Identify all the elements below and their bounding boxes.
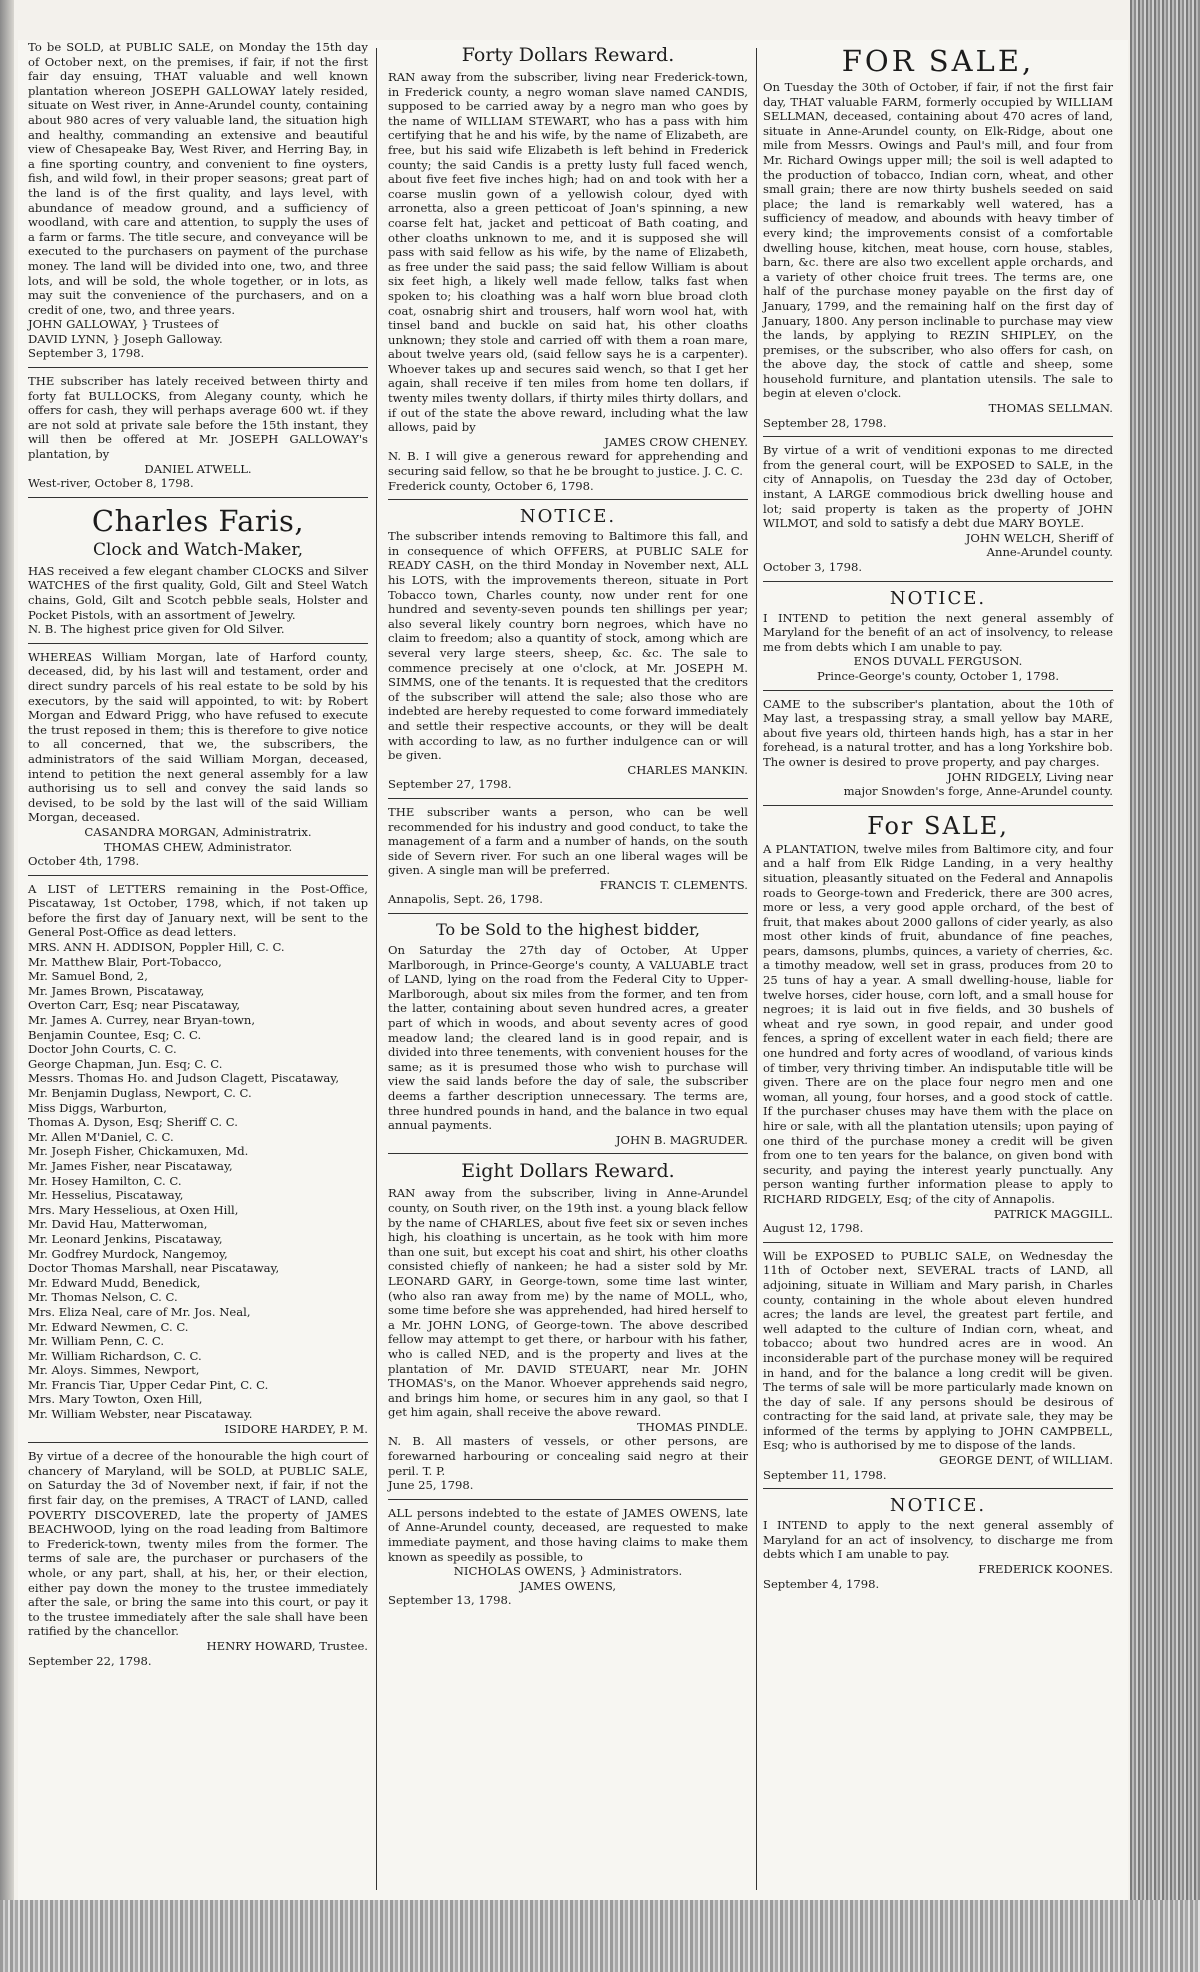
ad-text: The subscriber intends removing to Baltimore this fall, and in consequence of which OFFERS, at PUBLIC SALE for READY CASH, on the third Monday in November next, ALL his LOTS, with the improvements thereon, situate in Port Tobacco town, Charles county, now under rent for one hundred and seventy-seven pounds ten shillings per year; also several likely country born negroes, which have no claim to freedom; also a quantity of stock, among which are several very large steers, sheep, &c. &c. The sale to commence precisely at one o'clock, at Mr. JOSEPH M. SIMMS, one of the tenants. It is requested that the creditors of the subscriber will attend the sale; also those who are indebted are hereby requested to come forward immediately and settle their respective accounts, or they will be dealt with according to law, as no further indulgence can or will be given. bbox=[388, 529, 748, 763]
column-rule bbox=[376, 48, 377, 1890]
ad-eight-dollars bbox=[388, 1160, 748, 1492]
ad-farm-manager bbox=[388, 805, 748, 907]
column-right bbox=[763, 40, 1113, 1910]
ad-date: September 4, 1798. bbox=[763, 1576, 880, 1591]
ad-title: Charles Faris, bbox=[91, 503, 305, 538]
ad-signature: THOMAS SELLMAN. bbox=[988, 401, 1113, 416]
ad-dent-lands bbox=[763, 1249, 1113, 1483]
scan-edge-left bbox=[0, 0, 14, 1972]
letter-entry: Benjamin Countee, Esq; C. C. bbox=[28, 1027, 202, 1042]
letter-entry: Mr. Joseph Fisher, Chickamuxen, Md. bbox=[28, 1144, 249, 1159]
letter-entry: Mr. Leonard Jenkins, Piscataway, bbox=[28, 1231, 223, 1246]
ad-forty-dollars bbox=[388, 44, 748, 493]
divider bbox=[28, 367, 368, 368]
ad-text: I INTEND to petition the next general assembly of Maryland for the benefit of an act of insolvency, to release me from debts which I am unable to pay. bbox=[763, 610, 1113, 654]
letter-entry: Mr. Francis Tiar, Upper Cedar Pint, C. C. bbox=[28, 1377, 269, 1392]
letter-entry: Mrs. Eliza Neal, care of Mr. Jos. Neal, bbox=[28, 1304, 251, 1319]
ad-notice-mankin bbox=[388, 506, 748, 792]
letter-entry: Messrs. Thomas Ho. and Judson Clagett, Piscataway, bbox=[28, 1071, 340, 1086]
ad-date: Annapolis, Sept. 26, 1798. bbox=[388, 892, 543, 907]
letter-entry: Mr. Thomas Nelson, C. C. bbox=[28, 1290, 178, 1305]
ad-signature: ISIDORE HARDEY, P. M. bbox=[224, 1421, 368, 1436]
divider bbox=[28, 875, 368, 876]
ad-text: Will be EXPOSED to PUBLIC SALE, on Wednesday the 11th of October next, SEVERAL tracts of LAND, all adjoining, situate in William and Mary parish, in Charles county, containing in the whole about eleven hundred acres; the lands are level, the greatest part fertile, and well adapted to the culture of Indian corn, wheat, and tobacco; about two hundred acres are in wood. An inconsiderable part of the purchase money will be required in hand, and for the balance a long credit will be given. The terms of sale will be more particularly made known on the day of sale. If any persons should be desirous of contracting for the said land, at private sale, they may be informed of the terms by applying to JOHN CAMPBELL, Esq; who is authorised by me to dispose of the lands. bbox=[763, 1248, 1113, 1453]
letter-entry: Doctor John Courts, C. C. bbox=[28, 1042, 177, 1057]
ad-sheriff-sale bbox=[763, 443, 1113, 574]
letter-entry: Mr. Hosey Hamilton, C. C. bbox=[28, 1173, 182, 1188]
ad-stray-mare bbox=[763, 697, 1113, 799]
divider bbox=[388, 499, 748, 500]
letter-entry: Mr. Edward Mudd, Benedick, bbox=[28, 1275, 201, 1290]
ad-title: Eight Dollars Reward. bbox=[461, 1160, 675, 1183]
ad-text: On Saturday the 27th day of October, At Upper Marlborough, in Prince-George's county, A VALUABLE tract of LAND, lying on the road from the Federal City to Upper-Marlborough, about six miles from the former, and ten from the latter, containing about seven hundred acres, a greater part of which in woods, and about seventy acres of good meadow land; the cleared land is in good repair, and is divided into three tenements, with convenient houses for the same; as it is presumed those who wish to purchase will view the said lands before the day of sale, the subscriber deems a farther description unnecessary. The terms are, three hundred pounds in hand, and the balance in two equal annual payments. bbox=[388, 943, 748, 1133]
ad-plantation-sale bbox=[763, 812, 1113, 1236]
letter-entry: Mr. William Penn, C. C. bbox=[28, 1334, 165, 1349]
ad-text: THE subscriber has lately received between thirty and forty fat BULLOCKS, from Alegany county, which he offers for cash, they will perhaps average 600 wt. if they are not sold at private sale before the 15th instant, they will then be offered at Mr. JOSEPH GALLOWAY's plantation, by bbox=[28, 374, 368, 462]
ad-text: On Tuesday the 30th of October, if fair, if not the first fair day, THAT valuable FARM, formerly occupied by WILLIAM SELLMAN, deceased, containing about 470 acres of land, situate in Anne-Arundel county, on Elk-Ridge, about one mile from Messrs. Owings and Paul's mill, and four from Mr. Richard Owings upper mill; the soil is well adapted to the production of tobacco, Indian corn, wheat, and other small grain; there are now thirty bushels seeded on said place; the land is remarkably well watered, has a sufficiency of meadow, and abounds with heavy timber of every kind; the improvements consist of a comfortable dwelling house, kitchen, meat house, corn house, stables, barn, &c. there are also two excellent apple orchards, and a variety of other choice fruit trees. The terms are, one half of the purchase money payable on the first day of January, 1799, and the remaining half on the first day of January, 1800. Any person inclinable to purchase may view the lands, by applying to REZIN SHIPLEY, on the premises, or the subscriber, who also offers for cash, on the above day, the stock of cattle and sheep, some household furniture, and plantation utensils. The sale to begin at eleven o'clock. bbox=[763, 80, 1113, 401]
ad-signature: CHARLES MANKIN. bbox=[627, 762, 748, 777]
ad-date: June 25, 1798. bbox=[388, 1478, 474, 1493]
ad-date: Prince-George's county, October 1, 1798. bbox=[816, 668, 1060, 683]
ad-signature: JOHN WELCH, Sheriff of bbox=[965, 530, 1113, 545]
letter-entry: George Chapman, Jun. Esq; C. C. bbox=[28, 1056, 223, 1071]
letter-entry: Overton Carr, Esq; near Piscataway, bbox=[28, 998, 241, 1013]
letter-entry: Mr. Matthew Blair, Port-Tobacco, bbox=[28, 954, 222, 969]
ad-signature: DANIEL ATWELL. bbox=[144, 461, 252, 476]
letter-entry: Mr. James Fisher, near Piscataway, bbox=[28, 1158, 233, 1173]
letter-entry: Mr. Edward Newmen, C. C. bbox=[28, 1319, 189, 1334]
ad-signature: NICHOLAS OWENS, } Administrators. bbox=[453, 1564, 683, 1579]
ad-signature: DAVID LYNN, } Joseph Galloway. bbox=[28, 331, 223, 346]
ad-notice-ferguson bbox=[763, 588, 1113, 684]
letter-entry: Mr. William Richardson, C. C. bbox=[28, 1348, 202, 1363]
letter-entry: Miss Diggs, Warburton, bbox=[28, 1100, 167, 1115]
divider bbox=[388, 1499, 748, 1500]
ad-title: NOTICE. bbox=[519, 506, 617, 528]
ad-date: September 11, 1798. bbox=[763, 1467, 887, 1482]
ad-text: By virtue of a writ of venditioni exponas to me directed from the general court, will be EXPOSED to SALE, in the city of Annapolis, on Tuesday the 23d day of October, instant, A LARGE commodious brick dwelling house and lot; said property is taken as the property of JOHN WILMOT, and sold to satisfy a debt due MARY BOYLE. bbox=[763, 443, 1113, 531]
ad-highest-bidder bbox=[388, 920, 748, 1147]
divider bbox=[388, 798, 748, 799]
column-rule bbox=[756, 48, 757, 1890]
letter-entry: Mr. Benjamin Duglass, Newport, C. C. bbox=[28, 1086, 252, 1100]
ad-signature: CASANDRA MORGAN, Administratrix. bbox=[84, 824, 312, 839]
ad-notice-koones bbox=[763, 1495, 1113, 1591]
ad-morgan-estate bbox=[28, 650, 368, 869]
letter-entry: Mr. Hesselius, Piscataway, bbox=[28, 1188, 184, 1203]
column-left bbox=[28, 40, 368, 1910]
ad-text: RAN away from the subscriber, living in Anne-Arundel county, on South river, on the 19th inst. a young black fellow by the name of CHARLES, about five feet six or seven inches high, his cloathing is uncertain, as he took with him more than one suit, but except his coat and shirt, his other cloaths consisted chiefly of nankeen; he had a sister sold by Mr. LEONARD GARY, in George-town, some time last winter, (who also ran away from me) by the name of MOLL, who, some time before she was apprehended, had hired herself to a Mr. JOHN LONG, of George-town. The above described fellow may attempt to get there, or harbour with his father, who is called NED, and is the property and lives at the plantation of Mr. DAVID STEUART, near Mr. JOHN THOMAS's, on the Manor. Whoever apprehends said negro, and brings him home, or secures him in any gaol, so that I get him again, shall receive the above reward. bbox=[388, 1186, 748, 1420]
ad-date: October 4th, 1798. bbox=[28, 854, 140, 869]
ad-signature: GEORGE DENT, of WILLIAM. bbox=[938, 1453, 1113, 1468]
letter-entry: Mr. Aloys. Simmes, Newport, bbox=[28, 1363, 200, 1378]
letter-entry: Mrs. Mary Towton, Oxen Hill, bbox=[28, 1392, 203, 1407]
ad-signature: FREDERICK KOONES. bbox=[978, 1562, 1113, 1577]
divider bbox=[763, 436, 1113, 437]
ad-charles-faris bbox=[28, 504, 368, 637]
letter-entry: Mr. David Hau, Matterwoman, bbox=[28, 1217, 208, 1232]
ad-title: To be Sold to the highest bidder, bbox=[436, 920, 700, 940]
ad-date: September 13, 1798. bbox=[388, 1593, 512, 1608]
ad-date: October 3, 1798. bbox=[763, 560, 863, 574]
ad-signature: THOMAS CHEW, Administrator. bbox=[103, 839, 293, 854]
letter-entry: Mr. Allen M'Daniel, C. C. bbox=[28, 1129, 174, 1144]
ad-signature: THOMAS PINDLE. bbox=[637, 1419, 748, 1434]
ad-letter-list bbox=[28, 882, 368, 1437]
divider bbox=[28, 643, 368, 644]
divider bbox=[763, 581, 1113, 582]
ad-signature: JAMES OWENS, bbox=[519, 1578, 617, 1593]
letter-entry: Mr. William Webster, near Piscataway. bbox=[28, 1407, 253, 1422]
ad-date: September 28, 1798. bbox=[763, 415, 887, 430]
ad-owens-estate bbox=[388, 1506, 748, 1608]
letter-entry: MRS. ANN H. ADDISON, Poppler Hill, C. C. bbox=[28, 940, 285, 955]
ad-title: FOR SALE, bbox=[841, 44, 1035, 78]
ad-note: N. B. All masters of vessels, or other persons, are forewarned harbouring or concealing said negro at their peril. T. P. bbox=[388, 1434, 748, 1478]
ad-title: For SALE, bbox=[867, 811, 1009, 840]
ad-text: RAN away from the subscriber, living near Frederick-town, in Frederick county, a negro woman slave named CANDIS, supposed to be carried away by a negro man who goes by the name of WILLIAM STEWART, who has a pass with him certifying that he and his wife, by the name of Elizabeth, are free, but his said wife Elizabeth is left behind in Frederick county; the said Candis is a pretty lusty full faced wench, about five feet five inches high; had on and took with her a coarse muslin gown of a yellowish colour, dyed with arronetta, also a green petticoat of Joan's spinning, a new coarse felt hat, jacket and petticoat of Bath coating, and other cloaths unknown to me, and it is supposed she will pass with said fellow as his wife, by the name of Elizabeth, as free under the said pass; the said fellow William is about six feet high, a likely well made fellow, talks fast when spoken to; his cloathing was a half worn blue broad cloth coat, osnabrig shirt and trousers, half worn wool hat, with tinsel band and buckle on said hat, his other cloaths unknown; they stole and carried off with them a roan mare, about twelve years old, (said fellow says he is a carpenter). Whoever takes up and secures said wench, so that I get her again, shall receive if ten miles from home ten dollars, if twenty miles twenty dollars, if thirty miles thirty dollars, and if out of the state the above reward, including what the law allows, paid by bbox=[388, 70, 748, 435]
letter-entry: Doctor Thomas Marshall, near Piscataway, bbox=[28, 1261, 280, 1276]
letter-entry: Mr. James Brown, Piscataway, bbox=[28, 983, 205, 998]
divider bbox=[28, 497, 368, 498]
letter-entry: Thomas A. Dyson, Esq; Sheriff C. C. bbox=[28, 1115, 238, 1130]
ad-text: A PLANTATION, twelve miles from Baltimore city, and four and a half from Elk Ridge Landing, in a very healthy situation, pleasantly situated on the Federal and Annapolis roads to George-town and Frederick, there are 300 acres, more or less, a very good apple orchard, of the best of fruit, that makes about 2000 gallons of cider yearly, as also most other kinds of fruit, abundance of fine peaches, pears, damsons, plumbs, quinces, a variety of cherries, &c. a timothy meadow, well set in grass, produces from 20 to 25 tuns of hay a year. A small dwelling-house, liable for twelve horses, cider house, corn loft, and a small house for negroes; it is laid out in five fields, and 30 bushels of wheat and rye sown, in good repair, and under good fences, a spring of excellent water in each field; there are one hundred and forty acres of woodland, of various kinds of timber, very thriving timber. An indisputable title will be given. There are on the place four negro men and one woman, all young, four horses, and a good stock of cattle. If the purchaser chuses may have them with the place on hire or sale, with all the plantation utensils; upon paying of one third of the purchase money a credit will be given from one to ten years for the balance, on given bond with security, and paying the interest yearly punctually. Any person wanting further information please to apply to RICHARD RIDGELY, Esq; of the city of Annapolis. bbox=[763, 841, 1113, 1206]
letter-entry: Mr. Samuel Bond, 2, bbox=[28, 969, 148, 984]
scan-edge-right bbox=[1130, 0, 1200, 1972]
ad-title: NOTICE. bbox=[889, 587, 987, 609]
ad-date: West-river, October 8, 1798. bbox=[28, 476, 194, 491]
ad-signature: JOHN B. MAGRUDER. bbox=[615, 1132, 748, 1147]
ad-signature: ENOS DUVALL FERGUSON. bbox=[853, 654, 1023, 669]
ad-signature: FRANCIS T. CLEMENTS. bbox=[599, 877, 748, 892]
ad-signature: JOHN RIDGELY, Living near bbox=[947, 769, 1113, 784]
ad-signature: HENRY HOWARD, Trustee. bbox=[206, 1638, 368, 1653]
scan-edge-bottom bbox=[0, 1900, 1200, 1972]
ad-signature: JOHN GALLOWAY, } Trustees of bbox=[28, 317, 219, 332]
letter-entry: Mr. Godfrey Murdock, Nangemoy, bbox=[28, 1246, 228, 1261]
ad-date: September 22, 1798. bbox=[28, 1653, 152, 1668]
ad-galloway-sale bbox=[28, 40, 368, 361]
ad-subtitle: Clock and Watch-Maker, bbox=[92, 539, 304, 560]
ad-chancery-sale bbox=[28, 1449, 368, 1668]
divider bbox=[763, 1488, 1113, 1489]
ad-date: September 27, 1798. bbox=[388, 777, 512, 792]
ad-signature: PATRICK MAGGILL. bbox=[993, 1206, 1113, 1221]
letter-entry: Mr. James A. Currey, near Bryan-town, bbox=[28, 1013, 256, 1028]
ad-sellman-farm bbox=[763, 44, 1113, 430]
ad-text: HAS received a few elegant chamber CLOCKS and Silver WATCHES of the first quality, Gold, Gilt and Steel Watch chains, Gold, Gilt and Scotch pebble seals, Holster and Pocket Pistols, with an assortment of Jewelry. bbox=[28, 563, 368, 622]
ad-signature: Anne-Arundel county. bbox=[986, 545, 1113, 560]
ad-date: August 12, 1798. bbox=[763, 1221, 864, 1236]
ad-text: By virtue of a decree of the honourable the high court of chancery of Maryland, will be SOLD, at PUBLIC SALE, on Saturday the 3d of November next, if fair, if not the first fair day, on the premises, A TRACT of LAND, called POVERTY DISCOVERED, late the property of JAMES BEACHWOOD, lying on the road leading from Baltimore to Frederick-town, twenty miles from the former. The terms of sale are, the purchaser or purchasers of the whole, or any part, shall, at his, her, or their election, either pay down the money to the trustee immediately after the sale, or bring the same into this court, or pay it to the trustee immediately after the sale shall have been ratified by the chancellor. bbox=[28, 1449, 368, 1639]
divider bbox=[388, 913, 748, 914]
divider bbox=[28, 1442, 368, 1443]
ad-note: N. B. I will give a generous reward for apprehending and securing said fellow, so that he be brought to justice. J. C. C. bbox=[388, 449, 748, 479]
ad-text: I INTEND to apply to the next general assembly of Maryland for an act of insolvency, to discharge me from debts which I am unable to pay. bbox=[763, 1518, 1113, 1562]
ad-text: THE subscriber wants a person, who can be well recommended for his industry and good conduct, to take the management of a farm and a number of hands, on the south side of Severn river. For such an one liberal wages will be given. A single man will be preferred. bbox=[388, 804, 748, 878]
divider bbox=[763, 1242, 1113, 1243]
letter-list bbox=[28, 940, 368, 1422]
divider bbox=[763, 690, 1113, 691]
ad-text: ALL persons indebted to the estate of JAMES OWENS, late of Anne-Arundel county, deceased, are requested to make immediate payment, and those having claims to make them known as speedily as possible, to bbox=[388, 1505, 748, 1564]
ad-bullocks bbox=[28, 374, 368, 491]
ad-note: N. B. The highest price given for Old Silver. bbox=[28, 622, 285, 637]
divider bbox=[763, 805, 1113, 806]
ad-date: September 3, 1798. bbox=[28, 346, 145, 361]
ad-text: A LIST of LETTERS remaining in the Post-Office, Piscataway, 1st October, 1798, which, if not taken up before the first day of January next, will be sent to the General Post-Office as dead letters. bbox=[28, 881, 368, 940]
divider bbox=[388, 1153, 748, 1154]
ad-text: CAME to the subscriber's plantation, about the 10th of May last, a trespassing stray, a small yellow bay MARE, about five years old, thirteen hands high, has a star in her forehead, is a natural trotter, and has a long Yorkshire bob. The owner is desired to prove property, and pay charges. bbox=[763, 696, 1113, 769]
newspaper-page bbox=[18, 40, 1128, 1910]
ad-signature: JAMES CROW CHENEY. bbox=[604, 434, 748, 449]
column-middle bbox=[388, 40, 748, 1910]
ad-signature: major Snowden's forge, Anne-Arundel county. bbox=[843, 784, 1113, 799]
ad-text: To be SOLD, at PUBLIC SALE, on Monday the 15th day of October next, on the premises, if fair, if not the first fair day ensuing, THAT valuable and well known plantation whereon JOSEPH GALLOWAY lately resided, situate on West river, in Anne-Arundel county, containing about 980 acres of very valuable land, the situation high and healthy, commanding an extensive and beautiful view of Chesapeake Bay, West River, and Herring Bay, in a fine sporting country, and convenient to fine oysters, fish, and wild fowl, in their proper seasons; great part of the land is of the first quality, and lays level, with abundance of meadow ground, and a sufficiency of woodland, with care and attention, to supply the uses of a farm or farms. The title secure, and conveyance will be executed to the purchasers on payment of the purchase money. The land will be divided into one, two, and three lots, and will be sold, the whole together, or in lots, as may suit the convenience of the purchasers, and on a credit of one, two, and three years. bbox=[28, 40, 368, 317]
ad-title: Forty Dollars Reward. bbox=[461, 44, 675, 66]
letter-entry: Mrs. Mary Hesselious, at Oxen Hill, bbox=[28, 1202, 239, 1217]
ad-date: Frederick county, October 6, 1798. bbox=[388, 478, 594, 493]
ad-title: NOTICE. bbox=[889, 1495, 987, 1517]
ad-text: WHEREAS William Morgan, late of Harford county, deceased, did, by his last will and testament, order and direct sundry parcels of his real estate to be sold by his executors, by the said will appointed, to wit: by Robert Morgan and Edward Prigg, who have refused to execute the trust reposed in them; this is therefore to give notice to all concerned, that we, the subscribers, the administrators of the said William Morgan, deceased, intend to petition the next general assembly for a law authorising us to sell and convey the said lands so devised, to be sold by the last will of the said William Morgan, deceased. bbox=[28, 649, 368, 825]
